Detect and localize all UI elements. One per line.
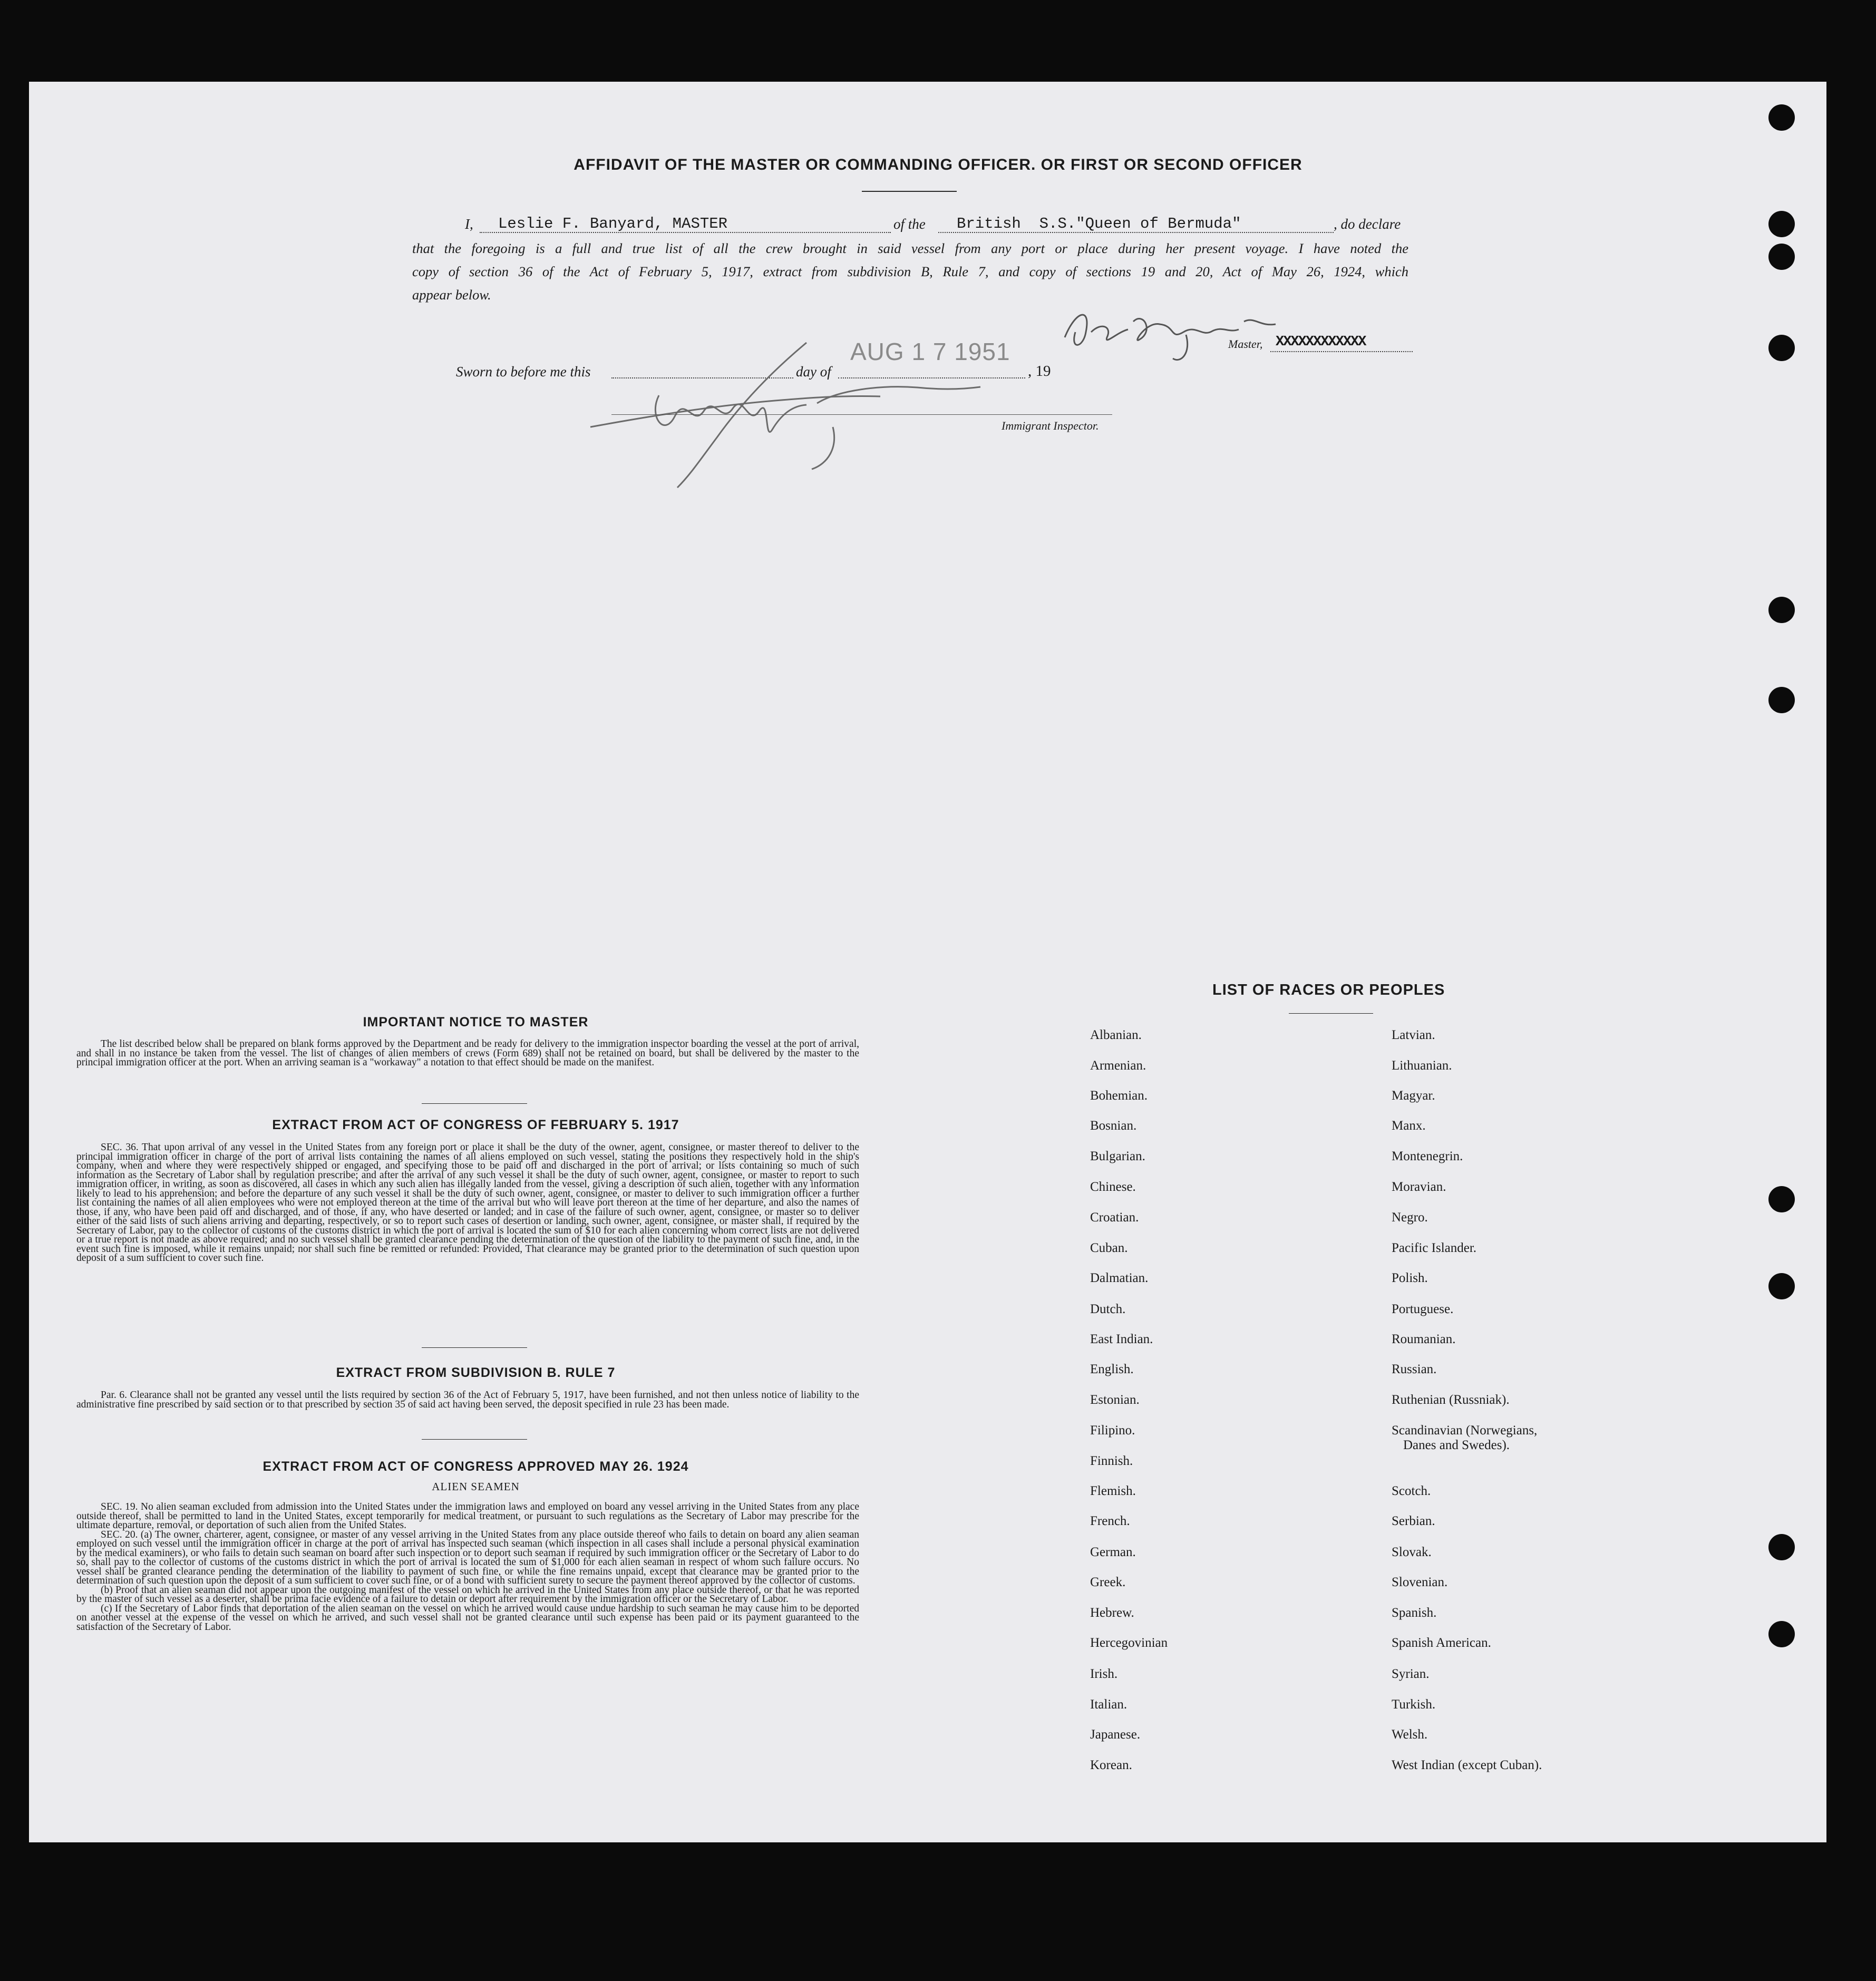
binder-hole	[1768, 597, 1795, 623]
binder-hole	[1768, 244, 1795, 270]
day-of-text: day of	[796, 364, 831, 380]
race-item: Manx.	[1392, 1119, 1426, 1133]
alien-seamen-subtitle: ALIEN SEAMEN	[432, 1480, 520, 1493]
extract-1924-title: EXTRACT FROM ACT OF CONGRESS APPROVED MAY 26. 1924	[263, 1459, 689, 1474]
affidavit-line-4: appear below.	[412, 287, 491, 303]
race-item: Spanish.	[1392, 1606, 1437, 1620]
extract-rule7-title: EXTRACT FROM SUBDIVISION B. RULE 7	[336, 1365, 616, 1380]
master-label: Master,	[1228, 337, 1263, 351]
race-item: Italian.	[1090, 1697, 1127, 1712]
section-36-paragraph: SEC. 36. That upon arrival of any vessel in the United States from any foreign port or place it shall be the duty of the owner, agent, consignee, or master thereof to deliver to the principal immigration officer in charge of the port of arrival lists containing the names of all aliens employed on such vessel, stating the positions they respectively hold in the ship's company, when and where they were respectively shipped or engaged, and specifying those to be paid off and discharged in the port of arrival; or lists containing so much of such information as the Secretary of Labor shall by regulation prescribe; and after the arrival of any such vessel it shall be the duty of such owner, agent, consignee, or master to report to such immigration officer, in writing, as soon as discovered, all cases in which any such alien has illegally landed from the vessel, giving a description of such alien, together with any information likely to lead to his apprehension; and before the departure of any such vessel it shall be the duty of such owner, agent, consignee, or master to deliver to such immigration officer a further list containing the names of all alien employees who were not employed thereon at the time of the arrival but who will leave port thereon at the time of her departure, and also the names of those, if any, who have been paid off and discharged, and of those, if any, who have deserted or landed; and in case of the failure of such owner, agent, consignee, or master so to deliver either of the said lists of such aliens arriving and departing, respectively, or so to report such cases of desertion or landing, such owner, agent, consignee, or master shall, if required by the Secretary of Labor, pay to the collector of customs of the customs district in which the port of arrival is located the sum of $10 for each alien concerning whom correct lists are not delivered or a true report is not made as above required; and no such vessel shall be granted clearance pending the determination of the question of the liability to the payment of such fine, and, in the event such fine is imposed, while it remains unpaid; nor shall such fine be remitted or refunded: Provided, That clearance may be granted prior to the determination of such question upon deposit of a sum sufficient to cover such fine.	[76, 1142, 859, 1264]
inspector-signature	[585, 337, 986, 490]
race-item: Bosnian.	[1090, 1119, 1137, 1133]
master-signature	[1054, 300, 1297, 369]
binder-hole	[1768, 335, 1795, 361]
race-item: Bulgarian.	[1090, 1149, 1145, 1163]
sworn-text: Sworn to before me this	[456, 364, 591, 380]
divider	[862, 191, 957, 192]
race-item: Dalmatian.	[1090, 1271, 1149, 1285]
affidavit-of-the: of the	[893, 216, 926, 232]
race-item: Negro.	[1392, 1210, 1428, 1225]
race-item: Welsh.	[1392, 1727, 1428, 1742]
race-item: Syrian.	[1392, 1667, 1430, 1681]
race-item: Albanian.	[1090, 1028, 1142, 1042]
race-item: Montenegrin.	[1392, 1149, 1463, 1163]
race-item: Serbian.	[1392, 1514, 1435, 1528]
races-title: LIST OF RACES OR PEOPLES	[1212, 982, 1445, 998]
race-item: Croatian.	[1090, 1210, 1139, 1225]
binder-hole	[1768, 1534, 1795, 1560]
race-item: Latvian.	[1392, 1028, 1435, 1042]
race-item: Slovak.	[1392, 1545, 1432, 1559]
race-item: Pacific Islander.	[1392, 1241, 1477, 1255]
race-item: Lithuanian.	[1392, 1059, 1452, 1073]
race-item: French.	[1090, 1514, 1130, 1528]
inspector-line	[611, 414, 1112, 415]
section-20a-paragraph: SEC. 20. (a) The owner, charterer, agent, consignee, or master of any vessel arriving in the United States from any place outside thereof who fails to detain on board any alien seaman employed on such vessel until the immigration officer in charge at the port of arrival has inspected such seaman (which inspection in all cases shall include a personal physical examination by the medical examiners), or who fails to detain such seaman on board after such inspection or to deport such seaman if required by such immigration officer or the Secretary of Labor to do so, shall pay to the collector of customs of the customs district in which the port of arrival is located the sum of $1,000 for each alien seaman in respect of whom such failure occurs. No vessel shall be granted clearance pending the determination of the liability to payment of such fine, or while the fine remains unpaid, except that clearance may be granted prior to the determination of such question upon the deposit of a sum sufficient to cover such fine, or of a bond with sufficient surety to secure the payment thereof approved by the collector of customs.	[76, 1529, 859, 1586]
race-item: Flemish.	[1090, 1484, 1136, 1498]
struck-out-titles: XXXXXXXXXXXX	[1276, 334, 1366, 350]
notice-text-block	[76, 1040, 859, 1067]
binder-hole	[1768, 1186, 1795, 1212]
race-item: Moravian.	[1392, 1180, 1446, 1194]
race-item: Turkish.	[1392, 1697, 1436, 1712]
affidavit-line-3: copy of section 36 of the Act of February 5, 1917, extract from subdivision B, Rule 7, and copy of sections 19 and 20, Act of May 26, 1924, which	[412, 264, 1408, 279]
affidavit-do-declare: , do declare	[1334, 216, 1401, 232]
race-item: Hebrew.	[1090, 1606, 1134, 1620]
divider	[422, 1103, 527, 1104]
race-item: Filipino.	[1090, 1423, 1135, 1438]
master-name-field: Leslie F. Banyard, MASTER	[498, 215, 728, 232]
race-item: Spanish American.	[1392, 1636, 1491, 1650]
race-item: Russian.	[1392, 1362, 1437, 1376]
date-stamp: AUG 1 7 1951	[850, 338, 1010, 365]
notice-title: IMPORTANT NOTICE TO MASTER	[363, 1015, 589, 1030]
fill-line	[1270, 351, 1413, 352]
section-20c-paragraph: (c) If the Secretary of Labor finds that deportation of the alien seaman on the vessel on which he arrived would cause undue hardship to such seaman he may cause him to be deported on another vessel at the expense of the vessel on which he arrived, and such vessel shall not be granted clearance until such expense has been paid or its payment guaranteed to the satisfaction of the Secretary of Labor.	[76, 1603, 859, 1633]
affidavit-i: I,	[465, 216, 473, 232]
binder-hole	[1768, 1273, 1795, 1299]
race-item: Roumanian.	[1392, 1332, 1456, 1346]
race-item: Korean.	[1090, 1758, 1132, 1772]
extract-1917-text-block	[76, 1143, 859, 1263]
race-item: Ruthenian (Russniak).	[1392, 1393, 1510, 1407]
race-item: German.	[1090, 1545, 1136, 1559]
race-item: Greek.	[1090, 1575, 1126, 1589]
binder-hole	[1768, 211, 1795, 237]
year-text: , 19	[1028, 363, 1051, 380]
race-item: Danes and Swedes).	[1403, 1438, 1510, 1452]
extract-1917-title: EXTRACT FROM ACT OF CONGRESS OF FEBRUARY 5. 1917	[272, 1118, 679, 1132]
fill-line	[938, 232, 1334, 233]
race-item: East Indian.	[1090, 1332, 1153, 1346]
binder-hole	[1768, 104, 1795, 131]
race-item: Scandinavian (Norwegians,	[1392, 1423, 1538, 1438]
race-item: Cuban.	[1090, 1241, 1128, 1255]
rule7-paragraph: Par. 6. Clearance shall not be granted any vessel until the lists required by section 36 of the Act of February 5, 1917, have been furnished, and not then unless notice of liability to the administrative fine prescribed by said section or to that prescribed by section 35 of said act having been served, the deposit specified in rule 23 has been made.	[76, 1390, 859, 1410]
race-item: Armenian.	[1090, 1059, 1146, 1073]
inspector-label: Immigrant Inspector.	[1002, 419, 1099, 432]
race-item: Magyar.	[1392, 1089, 1435, 1103]
affidavit-line-2: that the foregoing is a full and true list of all the crew brought in said vessel from any port or place during her present voyage. I have noted the	[412, 240, 1408, 256]
vessel-name-field: British S.S."Queen of Bermuda"	[957, 215, 1241, 232]
section-20b-paragraph: (b) Proof that an alien seaman did not appear upon the outgoing manifest of the vessel on which he arrived in the United States from any place outside thereof, or that he was reported by the master of such vessel as a deserter, shall be prima facie evidence of a failure to detain or deport after requirement by the immigration officer or the Secretary of Labor.	[76, 1584, 859, 1605]
race-item: Scotch.	[1392, 1484, 1431, 1498]
race-item: West Indian (except Cuban).	[1392, 1758, 1542, 1772]
race-item: Bohemian.	[1090, 1089, 1148, 1103]
divider	[422, 1347, 527, 1348]
divider	[422, 1439, 527, 1440]
race-item: Estonian.	[1090, 1393, 1140, 1407]
divider	[1289, 1013, 1373, 1014]
extract-1924-text-block	[76, 1502, 859, 1632]
race-item: Japanese.	[1090, 1727, 1141, 1742]
race-item: Polish.	[1392, 1271, 1428, 1285]
race-item: Portuguese.	[1392, 1302, 1454, 1316]
race-item: English.	[1090, 1362, 1134, 1376]
binder-hole	[1768, 687, 1795, 713]
notice-paragraph: The list described below shall be prepared on blank forms approved by the Department and be ready for delivery to the immigration inspector boarding the vessel at the port of arrival, and shall in no instance be taken from the vessel. The list of changes of alien members of crews (Form 689) shall not be retained on board, but shall be delivered by the master to the principal immigration officer at the port. When an arriving seaman is a "workaway" a notation to that effect should be made on the manifest.	[76, 1038, 859, 1068]
section-19-paragraph: SEC. 19. No alien seaman excluded from admission into the United States under the immigration laws and employed on board any vessel arriving in the United States from any place outside thereof, shall be permitted to land in the United States, except temporarily for medical treatment, or pursuant to such regulations as the Secretary of Labor may prescribe for the ultimate departure, removal, or deportation of such alien from the United States.	[76, 1501, 859, 1531]
binder-hole	[1768, 1621, 1795, 1647]
race-item: Irish.	[1090, 1667, 1118, 1681]
race-item: Slovenian.	[1392, 1575, 1448, 1589]
fill-line	[480, 232, 891, 233]
race-item: Dutch.	[1090, 1302, 1126, 1316]
affidavit-title: AFFIDAVIT OF THE MASTER OR COMMANDING OFFICER. OR FIRST OR SECOND OFFICER	[574, 156, 1302, 173]
race-item: Hercegovinian	[1090, 1636, 1168, 1650]
extract-rule7-text-block	[76, 1391, 859, 1409]
race-item: Chinese.	[1090, 1180, 1136, 1194]
race-item: Finnish.	[1090, 1454, 1133, 1468]
